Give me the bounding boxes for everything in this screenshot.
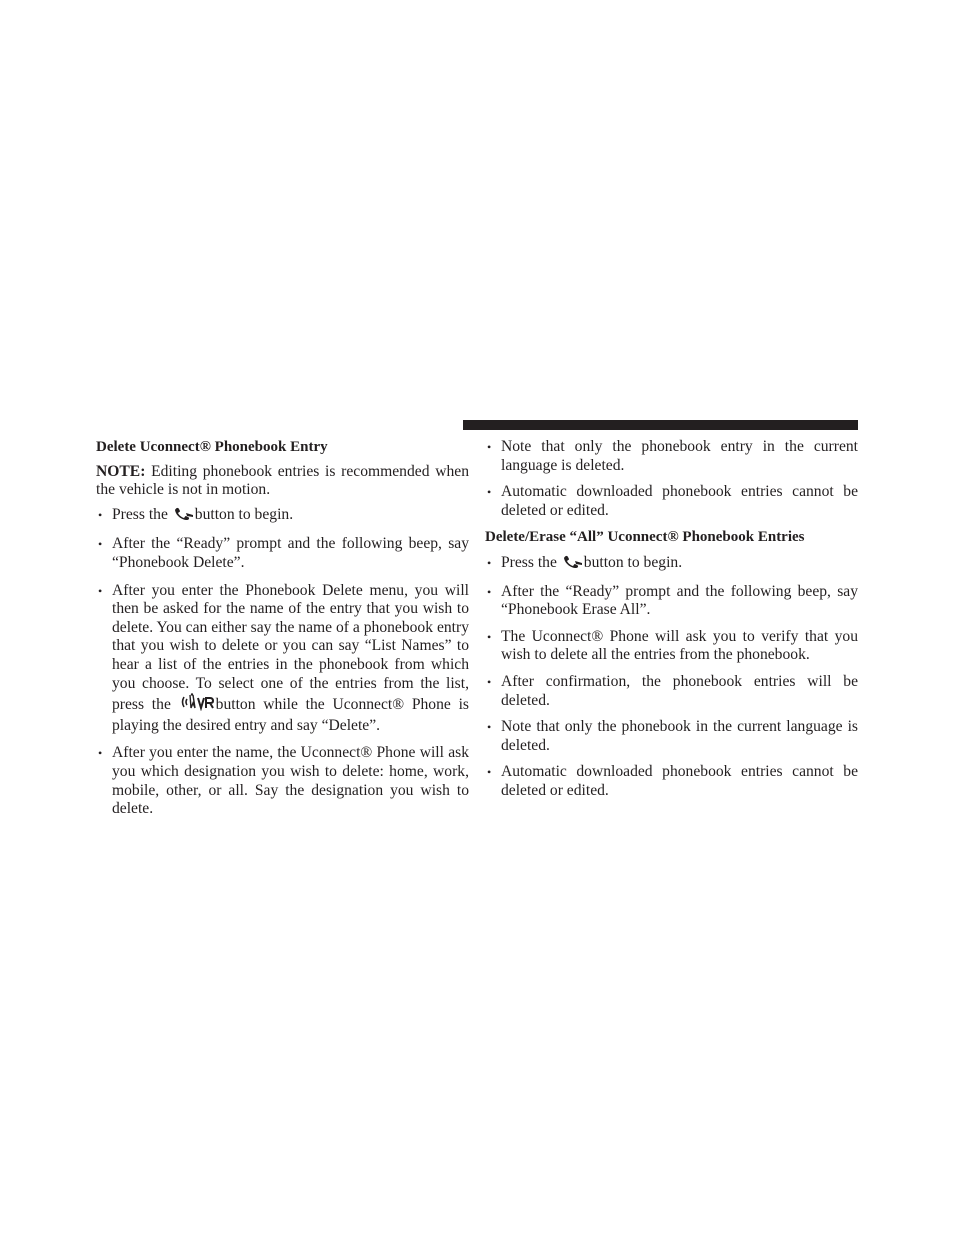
item-text: button to begin. xyxy=(194,505,294,523)
right-column xyxy=(485,438,858,809)
list-item: • Note that only the phonebook in the current language is deleted. xyxy=(485,718,858,755)
list-item: • Note that only the phonebook entry in the current language is deleted. xyxy=(485,438,858,475)
note-label: NOTE: xyxy=(96,462,146,480)
item-text: button to begin. xyxy=(583,553,683,571)
section-rule xyxy=(463,420,858,430)
list-item: • Automatic downloaded phonebook entries cannot be deleted or edited. xyxy=(485,763,858,800)
list-item xyxy=(96,582,469,736)
list-item: • After the “Ready” prompt and the following beep, say “Phonebook Delete”. xyxy=(96,535,469,572)
list-item: • After the “Ready” prompt and the following beep, say “Phonebook Erase All”. xyxy=(485,583,858,620)
note-text: Editing phonebook entries is recommended when the vehicle is not in motion. xyxy=(96,462,469,499)
item-text: button while the Uconnect® Phone is playing the desired entry and say “Delete”. xyxy=(112,696,469,734)
list-item: • After you enter the name, the Uconnect® Phone will ask you which designation you wish to delete: home, work, mobile, other, or all. Say the designation you wish to delete. xyxy=(96,744,469,818)
list-item: • After confirmation, the phonebook entries will be deleted. xyxy=(485,673,858,710)
list-item: • Automatic downloaded phonebook entries cannot be deleted or edited. xyxy=(485,483,858,520)
instruction-list xyxy=(485,554,858,801)
instruction-list xyxy=(96,506,469,819)
instruction-list xyxy=(485,438,858,520)
note-paragraph xyxy=(96,463,469,500)
phone-icon xyxy=(174,507,194,527)
list-item xyxy=(485,554,858,575)
section-heading: Delete/Erase “All” Uconnect® Phonebook Entries xyxy=(485,529,805,546)
item-text: Press the xyxy=(501,553,561,571)
item-text: Press the xyxy=(112,505,172,523)
section-heading: Delete Uconnect® Phonebook Entry xyxy=(96,439,328,455)
left-column xyxy=(96,438,469,828)
phone-icon xyxy=(563,555,583,575)
list-item: • The Uconnect® Phone will ask you to verify that you wish to delete all the entries from the phonebook. xyxy=(485,628,858,665)
item-text: After you enter the Phonebook Delete menu, you will then be asked for the name of the entry that you wish to delete. You can either say the name of a phonebook entry that you wish to delete or you can say “List Names” to hear a list of the entries in the phonebook from which you choose. To select one of the entries from the list, press the xyxy=(112,581,469,714)
voice-recognition-icon xyxy=(181,693,215,717)
list-item xyxy=(96,506,469,527)
